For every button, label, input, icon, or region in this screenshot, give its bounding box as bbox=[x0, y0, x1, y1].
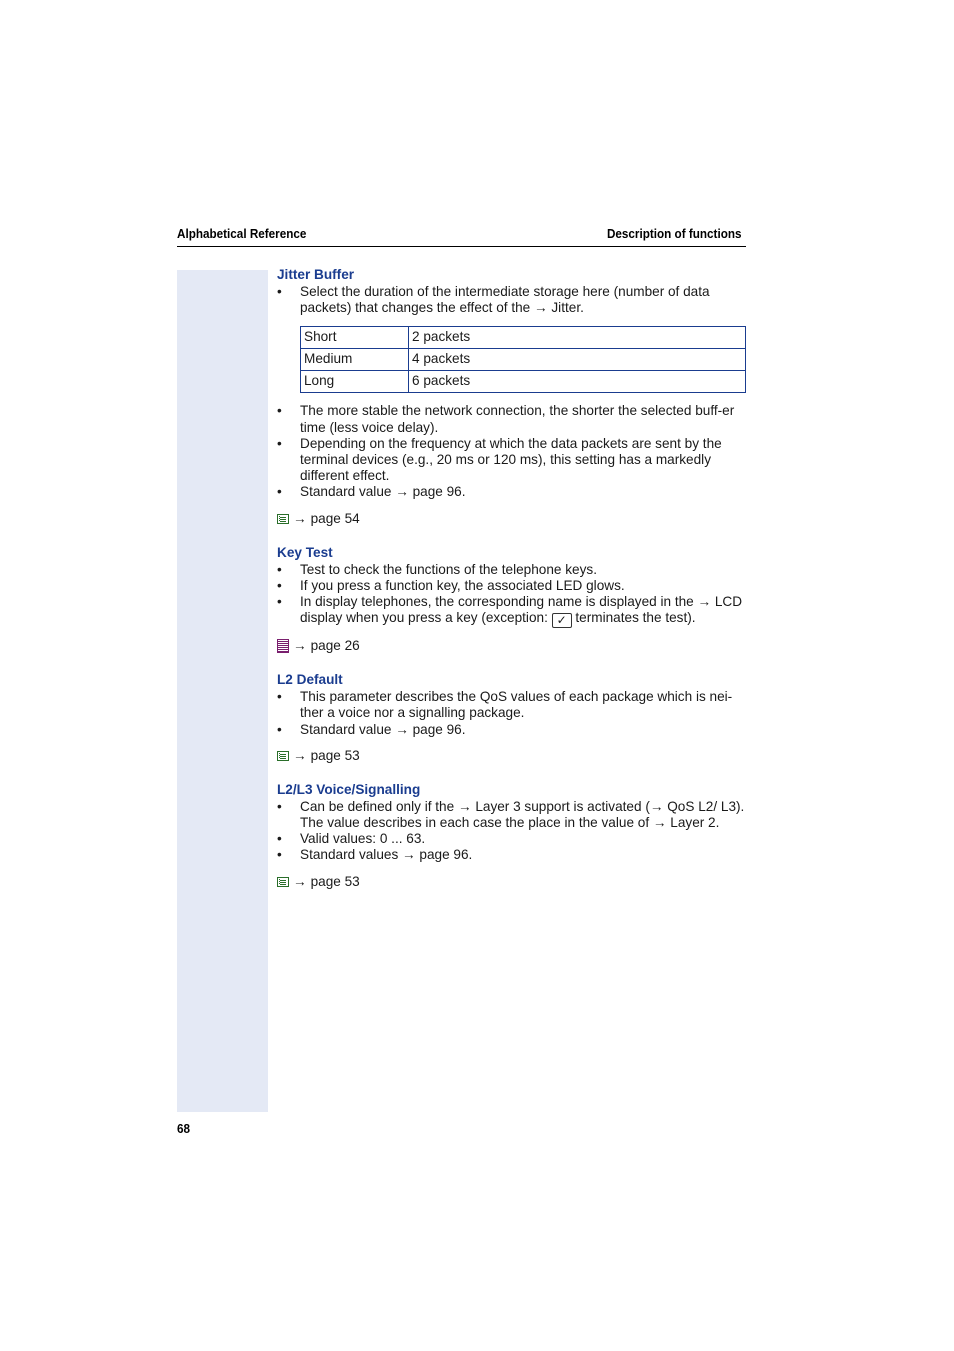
phone-book-icon bbox=[277, 639, 289, 653]
table-cell: Long bbox=[301, 371, 409, 393]
table-cell: Short bbox=[301, 327, 409, 349]
arrow-icon: → bbox=[293, 747, 307, 763]
menu-list-icon bbox=[277, 514, 289, 524]
list-item: • If you press a function key, the associated LED glows. bbox=[277, 577, 625, 593]
page-reference-link[interactable]: page 53 bbox=[310, 747, 360, 763]
page-reference bbox=[277, 748, 747, 764]
section-title: L2 Default bbox=[277, 672, 343, 688]
header-chapter-title: Alphabetical Reference bbox=[177, 226, 307, 241]
bullet-list bbox=[277, 689, 747, 738]
table-cell: 4 packets bbox=[409, 349, 746, 371]
main-content bbox=[277, 266, 747, 907]
list-item: • Depending on the frequency at which the data packets are sent by the terminal devices (e.g., 20 ms or 120 ms), this setting has a markedly different effect. bbox=[277, 435, 722, 484]
page-reference bbox=[277, 874, 747, 890]
menu-list-icon bbox=[277, 751, 289, 761]
list-item: • The more stable the network connection, the shorter the selected buff-er time (less voice delay). bbox=[277, 403, 735, 435]
table-cell: Medium bbox=[301, 349, 409, 371]
page-number: 68 bbox=[177, 1121, 191, 1136]
section-key-test bbox=[277, 544, 747, 655]
table-cell: 2 packets bbox=[409, 327, 746, 349]
section-jitter-buffer bbox=[277, 266, 747, 527]
page-reference bbox=[277, 638, 747, 654]
list-item: • Standard values → page 96. bbox=[277, 847, 473, 863]
list-item: • Test to check the functions of the telephone keys. bbox=[277, 561, 597, 577]
checkmark-key-icon: ✓ bbox=[552, 613, 572, 628]
list-item: • Select the duration of the intermediate storage here (number of data packets) that changes the effect of the → Jitter. bbox=[277, 284, 710, 316]
page-reference bbox=[277, 511, 747, 527]
arrow-icon: → bbox=[293, 510, 307, 526]
section-l2-l3-voice-signalling bbox=[277, 781, 747, 890]
section-title: Jitter Buffer bbox=[277, 267, 355, 282]
page-reference-link[interactable]: page 26 bbox=[310, 638, 360, 654]
jitter-buffer-table bbox=[300, 326, 746, 393]
margin-sidebar bbox=[177, 270, 268, 1112]
list-item: • Valid values: 0 ... 63. bbox=[277, 831, 426, 847]
bullet-list bbox=[277, 403, 747, 500]
header-section-title: Description of functions bbox=[606, 226, 741, 241]
menu-list-icon bbox=[277, 877, 289, 887]
list-item: • This parameter describes the QoS values of each package which is nei-ther a voice nor a signalling package. bbox=[277, 689, 733, 721]
bullet-list bbox=[277, 799, 747, 864]
page-reference-link[interactable]: page 54 bbox=[310, 510, 360, 526]
page-reference-link[interactable]: page 53 bbox=[310, 873, 360, 889]
table-row bbox=[301, 371, 746, 393]
section-l2-default bbox=[277, 671, 747, 764]
arrow-icon: → bbox=[293, 638, 307, 654]
list-item: • Standard value → page 96. bbox=[277, 484, 466, 500]
list-item: • Standard value → page 96. bbox=[277, 721, 466, 737]
table-row bbox=[301, 349, 746, 371]
arrow-icon: → bbox=[293, 873, 307, 889]
list-item: • Can be defined only if the → Layer 3 support is activated (→ QoS L2/ L3). The value describes in each case the place in the value of → Layer 2. bbox=[277, 798, 745, 831]
bullet-list bbox=[277, 284, 747, 316]
table-row bbox=[301, 327, 746, 349]
bullet-list bbox=[277, 562, 747, 629]
section-title: Key Test bbox=[277, 544, 333, 560]
list-item: • In display telephones, the corresponding name is displayed in the → LCD display when you press a key (exception: ✓ terminates the test). bbox=[277, 594, 743, 628]
table-cell: 6 packets bbox=[409, 371, 746, 393]
header-divider bbox=[177, 246, 746, 247]
section-title: L2/L3 Voice/Signalling bbox=[277, 781, 421, 797]
